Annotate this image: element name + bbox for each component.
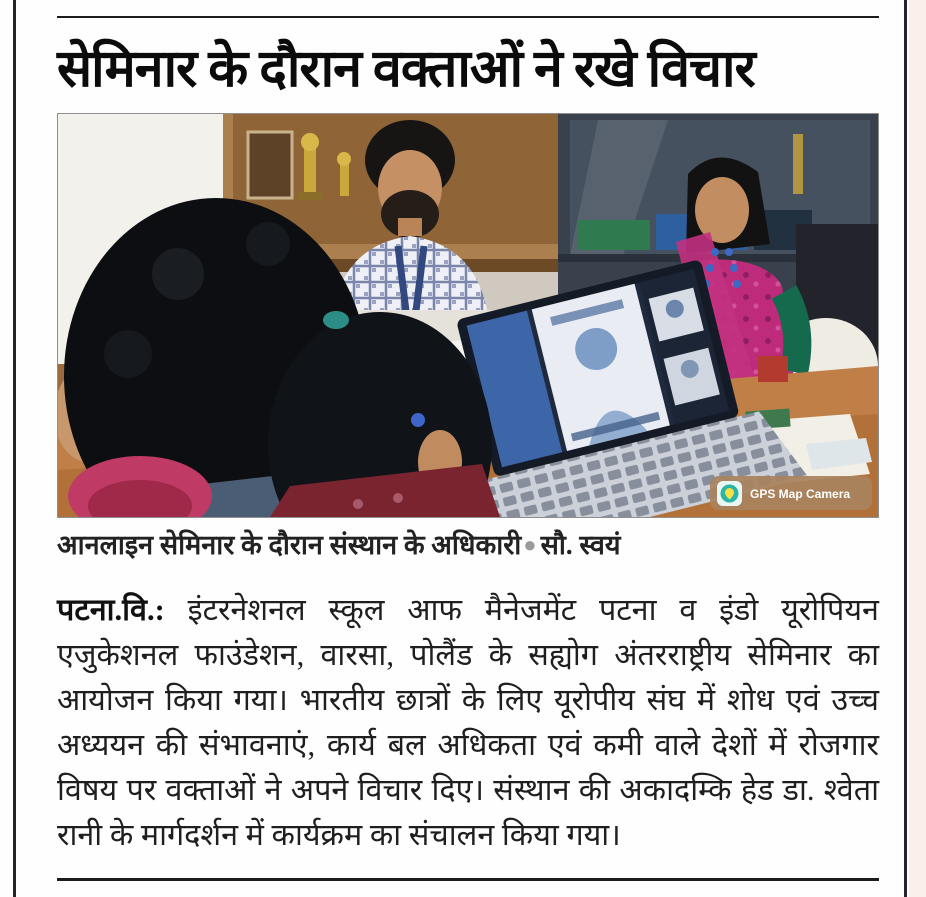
photo-caption (57, 527, 879, 563)
bottom-rule (57, 878, 879, 881)
caption-credit: सौ. स्वयं (540, 530, 621, 560)
article-body: इंटरनेशनल स्कूल आफ मैनेजमेंट पटना व इंडो यूरोपियन एजुकेशनल फाउंडेशन, वारसा, पोलैंड के सह्योग अंतरराष्ट्रीय सेमिनार का आयोजन किया गया। भारतीय छात्रों के लिए यूरोपीय संघ में शोध एवं उच्च अध्ययन की संभावनाएं, कार्य बल अधिकता एवं कमी वाले देशों में रोजगार विषय पर वक्ताओं ने अपने विचार दिए। संस्थान की अकादम्कि हेड डा. श्वेता रानी के मार्गदर्शन में कार्यक्रम का संचालन किया गया। (57, 593, 879, 852)
gps-map-camera-icon (717, 481, 742, 506)
caption-text: आनलाइन सेमिनार के दौरान संस्थान के अधिकारी (57, 530, 522, 560)
dateline: पटना.वि.: (57, 593, 165, 627)
photo (57, 113, 879, 518)
headline: सेमिनार के दौरान वक्ताओं ने रखे विचार (57, 41, 755, 98)
left-column-rule (13, 0, 16, 897)
photo-scene (58, 114, 878, 517)
caption-bullet: ● (523, 532, 537, 557)
watermark-label: GPS Map Camera (750, 487, 851, 501)
top-rule (57, 16, 879, 18)
gps-watermark (710, 476, 872, 510)
right-column-rule (904, 0, 907, 897)
page-edge-strip (909, 0, 926, 897)
article-paragraph (57, 588, 879, 858)
